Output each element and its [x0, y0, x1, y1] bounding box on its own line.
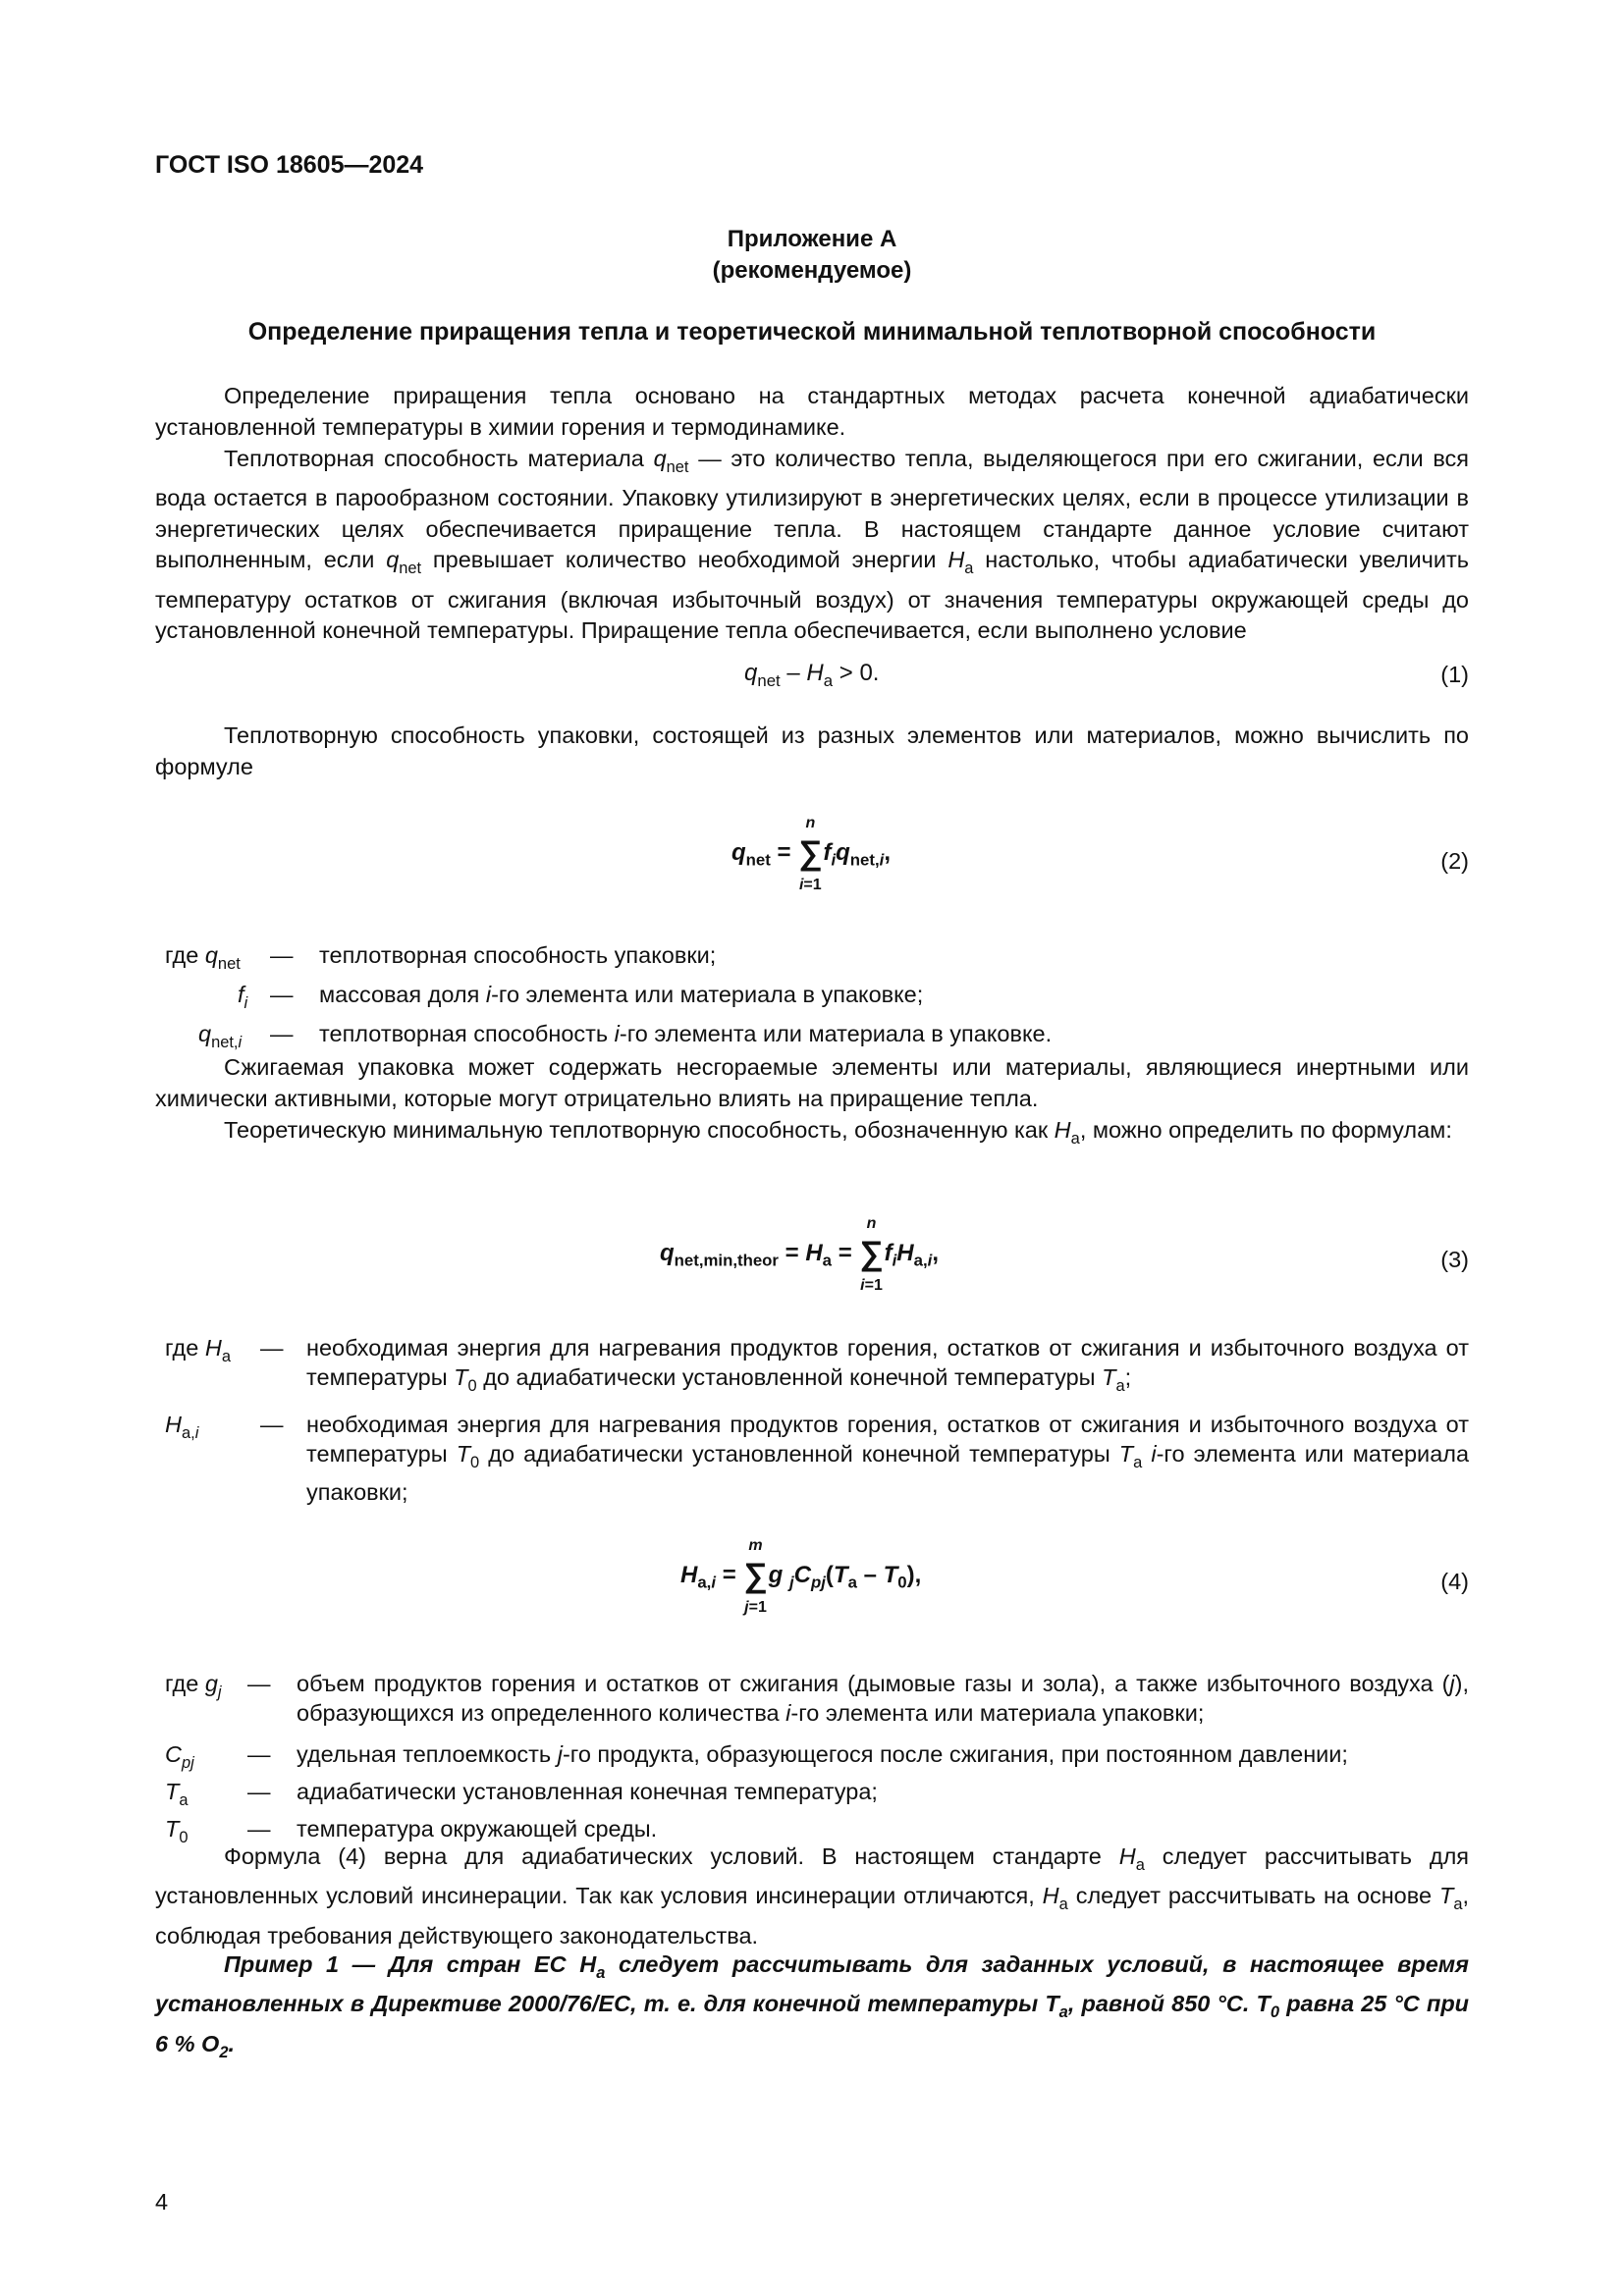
- paragraph-3: Теплотворную способность упаковки, состоящей из разных элементов или материалов, можно вычислить по формуле: [155, 722, 1469, 779]
- def-dash: —: [270, 1021, 294, 1046]
- def-dash: —: [247, 1816, 271, 1842]
- paragraph-1: Определение приращения тепла основано на стандартных методах расчета конечной адиабатически установленной температуры в химии горения и термодинамике.: [155, 383, 1469, 440]
- def-label-Cpj: $C_{pj}$: [165, 1741, 194, 1772]
- appendix-status: (рекомендуемое): [712, 257, 912, 284]
- def-label-qneti: $q_{net,i}$: [198, 1021, 243, 1051]
- def-dash: —: [270, 982, 294, 1007]
- formula-1: $q_{net} - H_a > 0$.: [744, 660, 880, 690]
- def-text-T0: температура окружающей среды.: [297, 1816, 658, 1842]
- def-dash: —: [247, 1779, 271, 1804]
- sum-symbol: n ∑ i=1: [798, 815, 823, 893]
- def-dash: —: [260, 1335, 284, 1361]
- appendix-title: Определение приращения тепла и теоретической минимальной теплотворной способности: [247, 318, 1377, 346]
- paragraph-2: Теплотворная способность материала $q_{net}$ — это количество тепла, выделяющегося при его сжигании, если вся вода остается в парообразном состоянии. Упаковку утилизируют в энергетических целях, если в процессе утилизации в энергетических целях обеспечивается приращение тепла. В настоящем стандарте данное условие считают выполненным, если $q_{net}$ превышает количество необходимой энергии $H_a$ настолько, чтобы адиабатически увеличить температуру остатков от сжигания (включая избыточный воздух) от значения температуры окружающей среды до установленной конечной температуры. Приращение тепла обеспечивается, если выполнено условие: [155, 446, 1470, 643]
- paragraph-5: Теоретическую минимальную теплотворную способность, обозначенную как $H_a$, можно определить по формулам:: [224, 1117, 1452, 1148]
- formula-4: $H_{a,i}$ = m ∑ j=1 g $_jC_{pj}(T_a - T_0)$,: [680, 1537, 922, 1616]
- def-text-fi: массовая доля i-го элемента или материала в упаковке;: [319, 982, 924, 1007]
- def-text-Hai: необходимая энергия для нагревания продуктов горения, остатков от сжигания и избыточного воздуха от температуры $T_0$ до адиабатически установленной конечной температуры $T_a$ i-го элемента или материала упаковки;: [306, 1412, 1470, 1505]
- paragraph-6: Формула (4) верна для адиабатических условий. В настоящем стандарте $H_a$ следует рассчитывать для установленных условий инсинерации. Так как условия инсинерации отличаются, $H_a$ следует рассчитывать на основе $T_a$, соблюдая требования действующего законодательства.: [155, 1843, 1470, 1949]
- equation-number-2: (2): [1440, 848, 1469, 874]
- def-label-qnet: где $q_{net}$: [165, 942, 241, 973]
- sum-symbol: m ∑ j=1: [743, 1537, 768, 1616]
- def-text-Cpj: удельная теплоемкость j-го продукта, образующегося после сжигания, при постоянном давлении;: [297, 1741, 1348, 1767]
- def-text-Ha: необходимая энергия для нагревания продуктов горения, остатков от сжигания и избыточного воздуха от температуры $T_0$ до адиабатически установленной конечной температуры $T_a$;: [306, 1335, 1469, 1395]
- def-label-fi: $f_i$: [238, 982, 248, 1012]
- def-text-qneti: теплотворная способность i-го элемента или материала в упаковке.: [319, 1021, 1053, 1046]
- standard-header: ГОСТ ISO 18605—2024: [155, 151, 424, 179]
- def-label-Ta: $T_a$: [165, 1779, 189, 1809]
- def-text-Ta: адиабатически установленная конечная температура;: [297, 1779, 878, 1804]
- sum-symbol: n ∑ i=1: [859, 1215, 884, 1294]
- def-dash: —: [270, 942, 294, 968]
- equation-number-3: (3): [1440, 1247, 1469, 1272]
- def-dash: —: [247, 1671, 271, 1696]
- equation-number-4: (4): [1440, 1569, 1469, 1594]
- paragraph-4: Сжигаемая упаковка может содержать несгораемые элементы или материалы, являющиеся инертными или химически активными, которые могут отрицательно влиять на приращение тепла.: [155, 1054, 1469, 1111]
- def-label-Ha: где $H_a$: [165, 1335, 231, 1365]
- def-text-gj: объем продуктов горения и остатков от сжигания (дымовые газы и зола), а также избыточного воздуха (j), образующихся из определенного количества i-го элемента или материала упаковки;: [297, 1671, 1469, 1726]
- formula-2: $q_{net}$ = n ∑ i=1 $f_iq_{net,i}$,: [731, 815, 891, 893]
- def-label-gj: где $g_j$: [165, 1671, 222, 1701]
- def-dash: —: [260, 1412, 284, 1437]
- formula-3: $q_{net,min,theor} = H_a$ = n ∑ i=1 $f_iH_{a,i}$,: [660, 1215, 939, 1294]
- example-1: Пример 1 — Для стран ЕС $H_a$ следует рассчитывать для заданных условий, в настоящее время установленных в Директиве 2000/76/ЕС, т. е. для конечной температуры $T_a$, равной 850 °С. $T_0$ равна 25 °С при 6 % $O_2$.: [155, 1951, 1470, 2061]
- def-text-qnet: теплотворная способность упаковки;: [319, 942, 717, 968]
- equation-number-1: (1): [1440, 662, 1469, 687]
- def-label-T0: $T_0$: [165, 1816, 189, 1846]
- page-number: 4: [155, 2189, 169, 2215]
- def-dash: —: [247, 1741, 271, 1767]
- appendix-label: Приложение А: [727, 226, 897, 252]
- def-label-Hai: $H_{a,i}$: [165, 1412, 199, 1442]
